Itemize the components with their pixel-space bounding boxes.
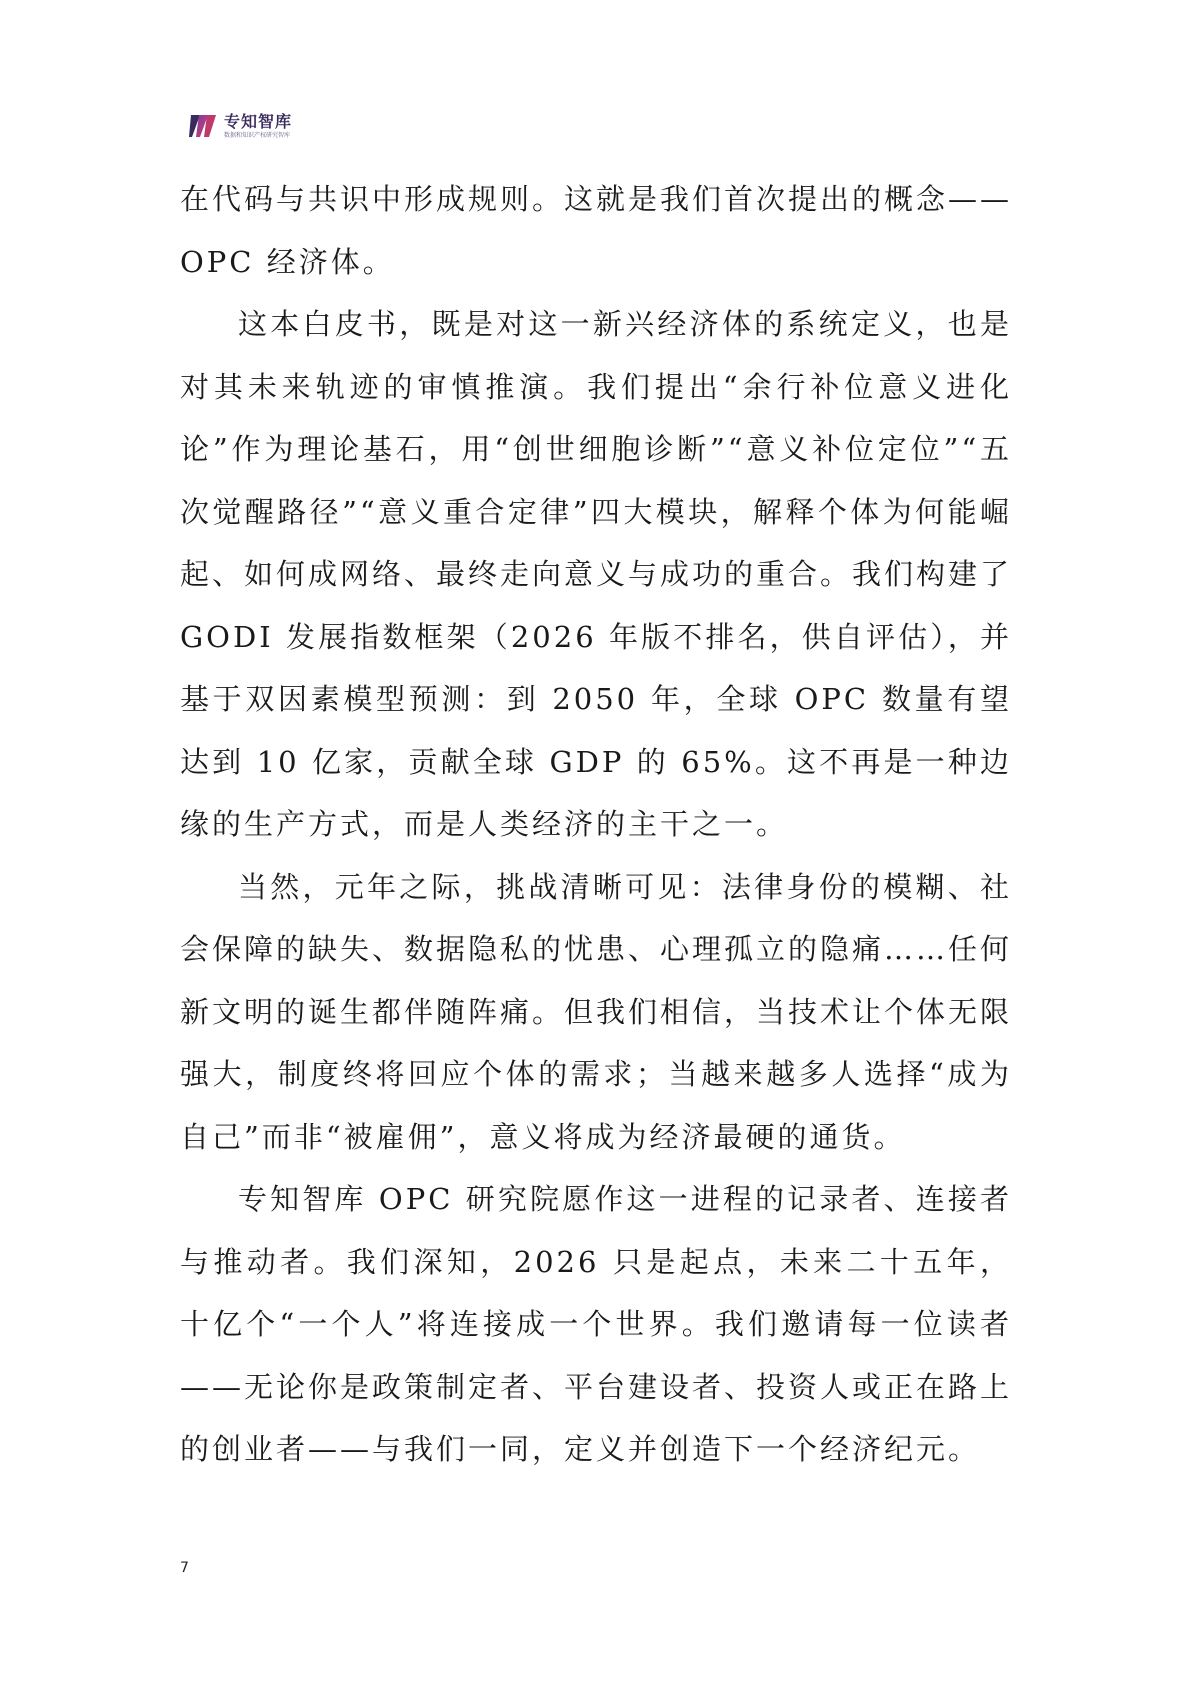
logo-name: 专知智库 bbox=[224, 111, 293, 131]
logo-subtitle: 数据和知识产权研究智库 bbox=[224, 131, 291, 139]
page-number: 7 bbox=[180, 1560, 189, 1576]
body-text bbox=[180, 168, 1012, 1481]
paragraph: 专知智库 OPC 研究院愿作这一进程的记录者、连接者与推动者。我们深知，2026 只是起点，未来二十五年，十亿个“一个人”将连接成一个世界。我们邀请每一位读者——无论你是政策制定者、平台建设者、投资人或正在路上的创业者——与我们一同，定义并创造下一个经济纪元。 bbox=[180, 1182, 1013, 1466]
zhuanzhi-logo-icon bbox=[188, 111, 218, 141]
paragraph: 这本白皮书，既是对这一新兴经济体的系统定义，也是对其未来轨迹的审慎推演。我们提出“余行补位意义进化论”作为理论基石，用“创世细胞诊断”“意义补位定位”“五次觉醒路径”“意义重合定律”四大模块，解释个体为何能崛起、如何成网络、最终走向意义与成功的重合。我们构建了 GODI 发展指数框架（2026 年版不排名，供自评估），并基于双因素模型预测：到 2050 年，全球 OPC 数量有望达到 10 亿家，贡献全球 GDP 的 65%。这不再是一种边缘的生产方式，而是人类经济的主干之一。 bbox=[180, 307, 1013, 841]
paragraph-continuation: 在代码与共识中形成规则。这就是我们首次提出的概念——OPC 经济体。 bbox=[180, 182, 1013, 279]
paragraph: 当然，元年之际，挑战清晰可见：法律身份的模糊、社会保障的缺失、数据隐私的忧患、心理孤立的隐痛……任何新文明的诞生都伴随阵痛。但我们相信，当技术让个体无限强大，制度终将回应个体的需求；当越来越多人选择“成为自己”而非“被雇佣”，意义将成为经济最硬的通货。 bbox=[180, 869, 1013, 1154]
header-logo bbox=[188, 108, 292, 144]
